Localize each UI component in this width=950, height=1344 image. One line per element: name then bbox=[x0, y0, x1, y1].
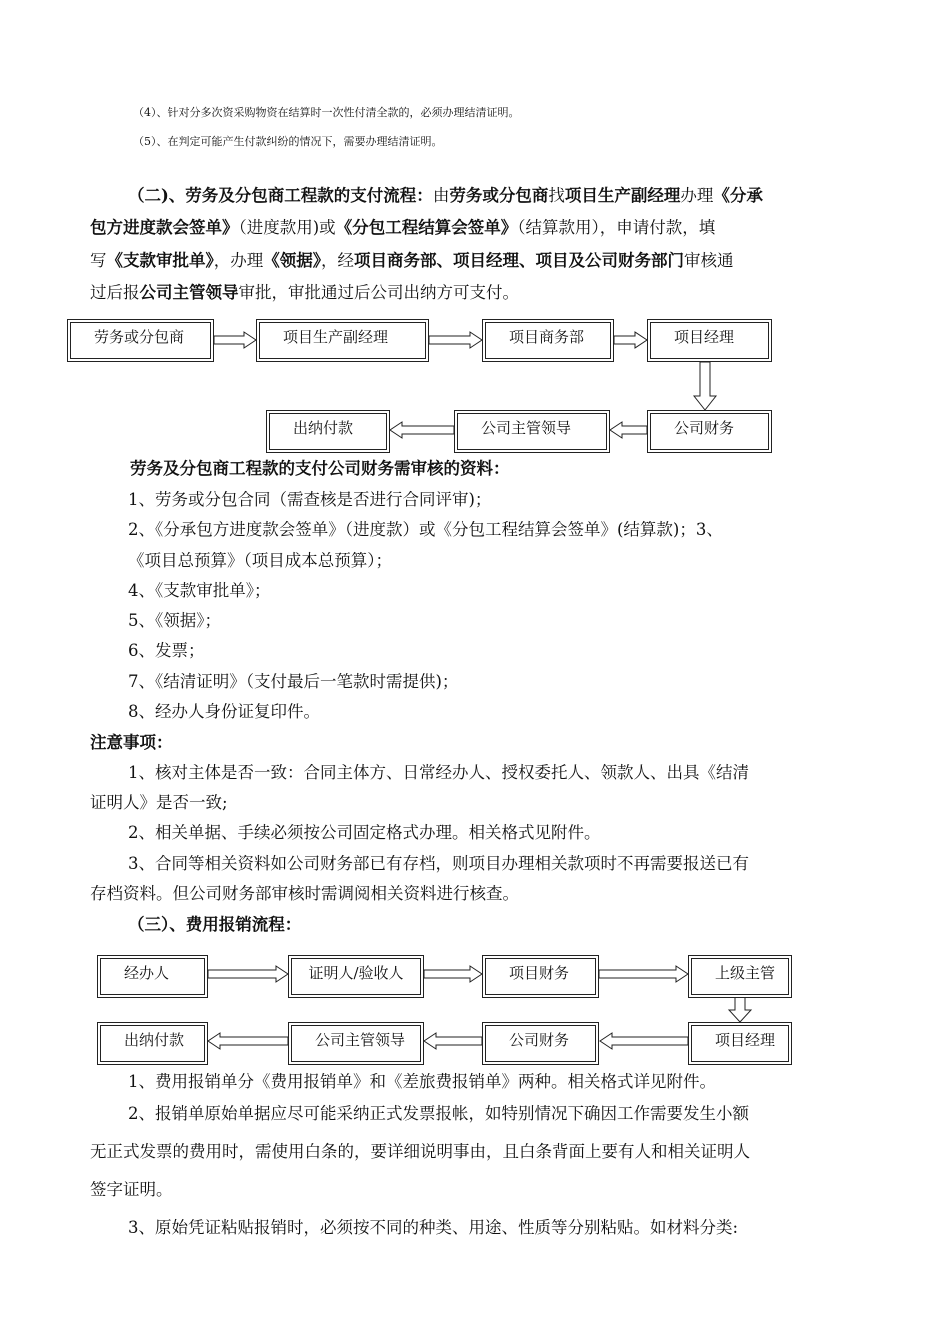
arrow-right bbox=[208, 966, 288, 982]
materials-item: 4、《支款审批单》； bbox=[128, 581, 271, 600]
arrow-right bbox=[614, 332, 647, 348]
materials-item: 6、发票； bbox=[128, 641, 205, 660]
arrow-right bbox=[424, 966, 482, 982]
flow1-box-cashier: 出纳付款 bbox=[266, 410, 390, 453]
expense-note: 1、费用报销单分《费用报销单》和《差旅费报销单》两种。相关格式详见附件。 bbox=[128, 1072, 716, 1091]
section2-heading: （二)、劳务及分包商工程款的支付流程： bbox=[128, 186, 433, 205]
arrow-left bbox=[208, 1033, 288, 1049]
materials-item: 《项目总预算》（项目成本总预算）； bbox=[128, 551, 392, 570]
arrow-down bbox=[729, 996, 751, 1022]
section2-line1: （二)、劳务及分包商工程款的支付流程：由劳务或分包商找项目生产副经理办理《分承 bbox=[128, 186, 763, 205]
flow2-box-company-finance: 公司财务 bbox=[482, 1022, 599, 1065]
top-item-5: （5）、在判定可能产生付款纠纷的情况下，需要办理结清证明。 bbox=[133, 135, 443, 148]
notes-title: 注意事项： bbox=[90, 733, 173, 752]
expense-note: 2、报销单原始单据应尽可能采纳正式发票报帐，如特别情况下确因工作需要发生小额 bbox=[128, 1104, 749, 1123]
top-item-4: （4）、针对分多次资采购物资在结算时一次性付清全款的，必须办理结清证明。 bbox=[133, 106, 520, 119]
flow1-box-project-manager: 项目经理 bbox=[647, 319, 772, 362]
section2-line3: 写《支款审批单》，办理《领据》，经项目商务部、项目经理、项目及公司财务部门审核通 bbox=[90, 251, 734, 270]
flow2-box-witness: 证明人/验收人 bbox=[288, 955, 424, 998]
notes-line: 存档资料。但公司财务部审核时需调阅相关资料进行核查。 bbox=[90, 884, 519, 903]
notes-line: 证明人》是否一致; bbox=[90, 793, 228, 812]
flow2-box-handler: 经办人 bbox=[97, 955, 208, 998]
notes-line: 3、合同等相关资料如公司财务部已有存档，则项目办理相关款项时不再需要报送已有 bbox=[128, 854, 749, 873]
materials-item: 7、《结清证明》（支付最后一笔款时需提供)； bbox=[128, 672, 459, 691]
notes-line: 2、相关单据、手续必须按公司固定格式办理。相关格式见附件。 bbox=[128, 823, 601, 842]
flow1-box-company-leader: 公司主管领导 bbox=[454, 410, 610, 453]
flow2-box-project-manager: 项目经理 bbox=[688, 1022, 792, 1065]
flow1-box-company-finance: 公司财务 bbox=[647, 410, 772, 453]
arrow-right bbox=[429, 332, 482, 348]
section3-heading: （三）、费用报销流程： bbox=[128, 915, 302, 934]
materials-item: 1、劳务或分包合同（需查核是否进行合同评审)； bbox=[128, 490, 492, 509]
flow1-box-commerce: 项目商务部 bbox=[482, 319, 614, 362]
flow1-box-deputy-manager: 项目生产副经理 bbox=[256, 319, 429, 362]
expense-note: 无正式发票的费用时，需使用白条的，要详细说明事由，且白条背面上要有人和相关证明人 bbox=[90, 1142, 750, 1161]
arrow-right bbox=[599, 966, 688, 982]
arrow-left bbox=[600, 1033, 688, 1049]
flow2-box-supervisor: 上级主管 bbox=[688, 955, 792, 998]
arrow-left bbox=[424, 1033, 482, 1049]
flow2-box-cashier: 出纳付款 bbox=[97, 1022, 208, 1065]
materials-item: 2、《分承包方进度款会签单》（进度款）或《分包工程结算会签单》(结算款)；3、 bbox=[128, 520, 723, 539]
arrow-right bbox=[214, 332, 256, 348]
flow2-box-company-leader: 公司主管领导 bbox=[288, 1022, 424, 1065]
materials-title: 劳务及分包商工程款的支付公司财务需审核的资料： bbox=[130, 459, 510, 478]
notes-line: 1、核对主体是否一致：合同主体方、日常经办人、授权委托人、领款人、出具《结清 bbox=[128, 763, 749, 782]
section2-line2: 包方进度款会签单》（进度款用)或《分包工程结算会签单》（结算款用），申请付款，填 bbox=[90, 218, 716, 237]
arrow-left bbox=[610, 422, 647, 438]
flow2-box-project-finance: 项目财务 bbox=[482, 955, 599, 998]
flow1-box-labor: 劳务或分包商 bbox=[67, 319, 214, 362]
arrow-left bbox=[390, 422, 454, 438]
expense-note: 3、原始凭证粘贴报销时，必须按不同的种类、用途、性质等分别粘贴。如材料分类: bbox=[128, 1218, 739, 1237]
materials-item: 8、经办人身份证复印件。 bbox=[128, 702, 320, 721]
arrow-down bbox=[694, 362, 716, 410]
materials-item: 5、《领据》； bbox=[128, 611, 221, 630]
section2-line4: 过后报公司主管领导审批，审批通过后公司出纳方可支付。 bbox=[90, 283, 519, 302]
expense-note: 签字证明。 bbox=[90, 1180, 173, 1199]
